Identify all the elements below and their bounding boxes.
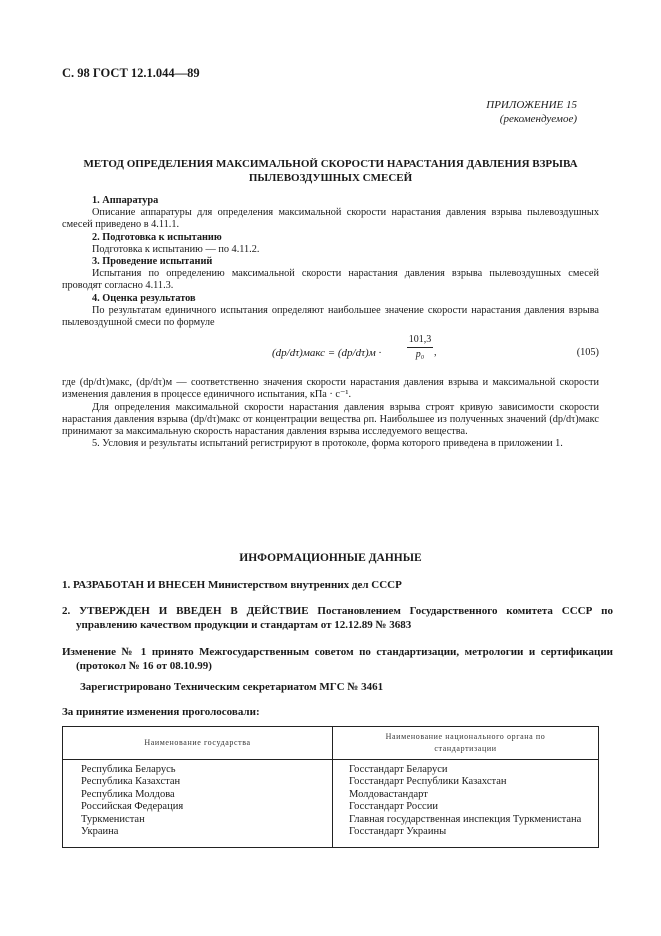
state-name: Республика Беларусь xyxy=(81,764,176,775)
formula-denominator: p₀ xyxy=(415,349,425,361)
voted-label: За принятие изменения проголосовали: xyxy=(62,706,260,718)
section-2-text: Подготовка к испытанию — по 4.11.2. xyxy=(92,243,260,255)
title-line-1: МЕТОД ОПРЕДЕЛЕНИЯ МАКСИМАЛЬНОЙ СКОРОСТИ НАРАСТАНИЯ ДАВЛЕНИЯ ВЗРЫВА xyxy=(83,158,578,170)
formula-number: (105) xyxy=(576,347,599,359)
where-text: где (dp/dτ)макс, (dp/dτ)м — соответственно значения скорости нарастания давления взрыва и максимальной скорости изменения давления в процессе единичного испытания, кПа · с⁻¹. xyxy=(62,377,599,401)
document-title xyxy=(62,157,599,185)
col-header-state: Наименование государства xyxy=(63,727,333,760)
formula-fraction xyxy=(407,333,433,362)
section-1-heading: 1. Аппаратура xyxy=(92,195,159,206)
curve-text: Для определения максимальной скорости нарастания давления взрыва строят кривую зависимости скорости нарастания давления взрыва (dp/dτ)макс от концентрации вещества ρп. Наибольшее из полученных значений (dp/dτ)макс принимают за максимальную скорость нарастания давления взрыва исследуемого вещества. xyxy=(62,401,599,438)
page-header: С. 98 ГОСТ 12.1.044—89 xyxy=(62,66,200,80)
state-name: Туркменистан xyxy=(81,813,145,825)
section-4-text: По результатам единичного испытания определяют наибольшее значение скорости нарастания давления взрыва пылевоздушной смеси по формуле xyxy=(62,304,599,329)
section-2-heading: 2. Подготовка к испытанию xyxy=(92,231,222,243)
title-line-2: ПЫЛЕВОЗДУШНЫХ СМЕСЕЙ xyxy=(248,172,413,184)
standards-body: Госстандарт Украины xyxy=(349,826,447,838)
appendix-number: ПРИЛОЖЕНИЕ 15 xyxy=(486,99,577,111)
state-name: Российская Федерация xyxy=(81,801,184,813)
info-title: ИНФОРМАЦИОННЫЕ ДАННЫЕ xyxy=(239,552,422,564)
standards-body: Госстандарт Республики Казахстан xyxy=(349,776,507,788)
state-name: Республика Казахстан xyxy=(81,776,181,788)
info-item-2: 2. УТВЕРЖДЕН И ВВЕДЕН В ДЕЙСТВИЕ Постановлением Государственного комитета СССР по управлению качеством продукции и стандартам от 12.12.89 № 3683 xyxy=(62,605,613,631)
appendix-status: (рекомендуемое) xyxy=(499,113,577,125)
section-4-heading: 4. Оценка результатов xyxy=(92,292,196,304)
section-3-heading: 3. Проведение испытаний xyxy=(92,256,213,268)
method-body xyxy=(62,195,599,450)
section-1-text: Описание аппаратуры для определения максимальной скорости нарастания давления взрыва пылевоздушных смесей приведено в 4.11.1. xyxy=(62,207,599,231)
col-header-body: Наименование национального органа по стандартизации xyxy=(333,727,599,760)
standards-body: Госстандарт России xyxy=(349,801,438,813)
appendix-label xyxy=(486,98,577,126)
table-row xyxy=(63,760,599,848)
voting-table xyxy=(62,726,599,848)
state-name: Республика Молдова xyxy=(81,788,175,800)
section-3-text: Испытания по определению максимальной скорости нарастания давления взрыва пылевоздушных смесей проводят согласно 4.11.3. xyxy=(62,268,599,292)
registration-note: Зарегистрировано Техническим секретариатом МГС № 3461 xyxy=(80,681,384,693)
amendment-note: Изменение № 1 принято Межгосударственным советом по стандартизации, метрологии и сертификации (протокол № 16 от 08.10.99) xyxy=(62,646,613,672)
formula-lhs: (dp/dτ)макс = (dp/dτ)м · xyxy=(272,347,382,360)
formula-105: (dp/dτ)макс = (dp/dτ)м · 101,3 p₀ , (105) xyxy=(272,334,599,361)
table-header-row xyxy=(63,727,599,760)
state-name: Украина xyxy=(81,826,119,838)
standards-body: Молдовастандарт xyxy=(349,788,428,800)
section-5-text: 5. Условия и результаты испытаний регистрируют в протоколе, форма которого приведена в приложении 1. xyxy=(92,438,563,450)
formula-numerator: 101,3 xyxy=(408,334,432,346)
info-item-1: 1. РАЗРАБОТАН И ВНЕСЕН Министерством внутренних дел СССР xyxy=(62,579,402,591)
standards-body: Главная государственная инспекция Туркменистана xyxy=(349,813,582,825)
standards-body: Госстандарт Беларуси xyxy=(349,764,448,775)
